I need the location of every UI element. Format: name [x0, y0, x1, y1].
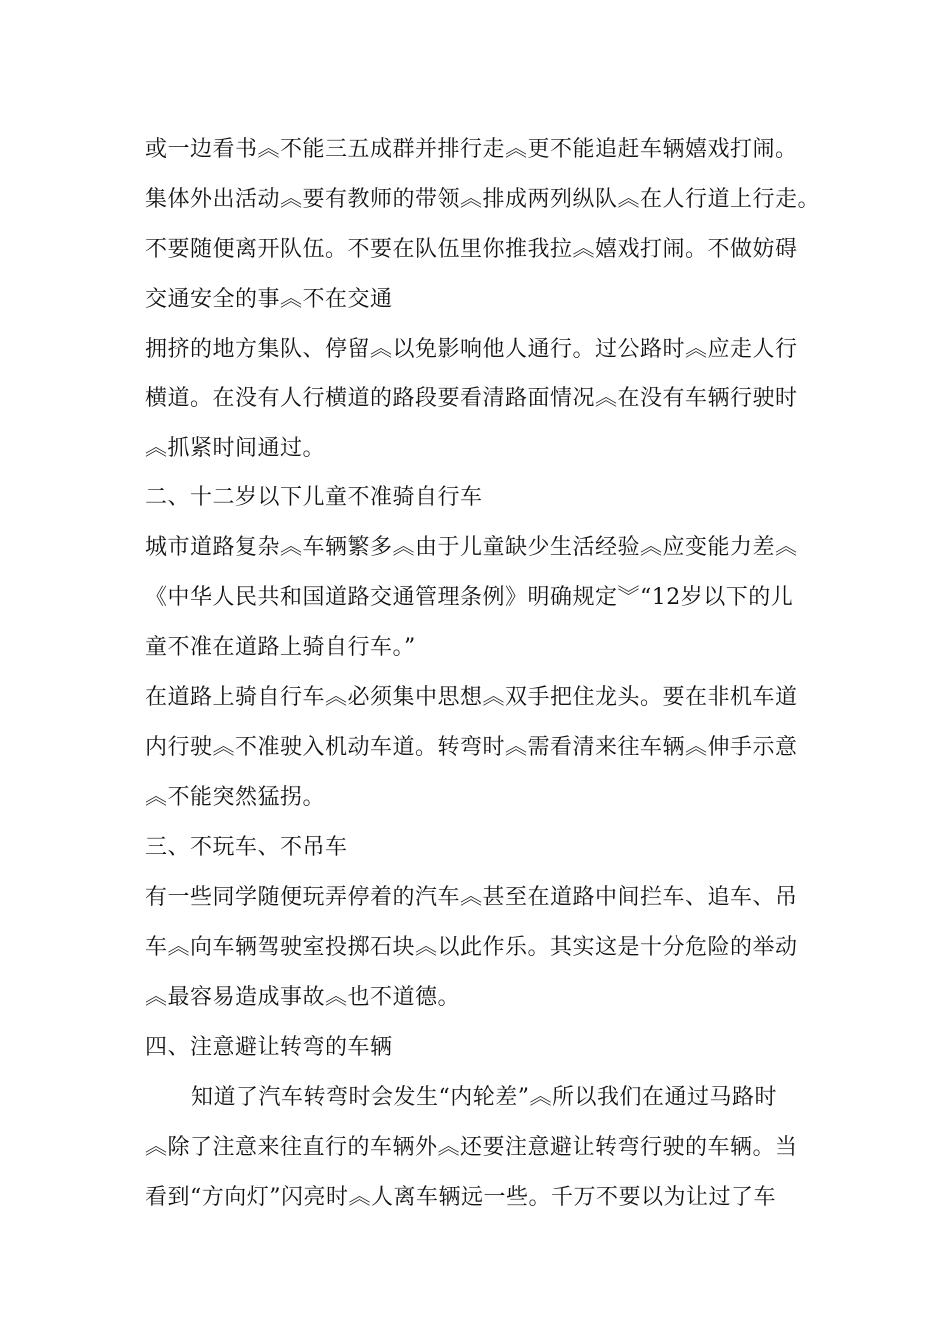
section-heading: 三、不玩车、不吊车: [145, 835, 348, 860]
text-line: 交通安全的事︽不在交通: [145, 287, 393, 312]
text-line: 横道。在没有人行横道的路段要看清路面情况︽在没有车辆行驶时: [145, 386, 798, 411]
text-line: ︽最容易造成事故︽也不道德。: [145, 985, 461, 1010]
text-line: 童不准在道路上骑自行车。”: [145, 635, 416, 660]
text-line-indented: 知道了汽车转弯时会发生“内轮差”︽所以我们在通过马路时: [191, 1085, 777, 1110]
text-line: 不要随便离开队伍。不要在队伍里你推我拉︽嬉戏打闹。不做妨碍: [145, 237, 798, 262]
text-line: 拥挤的地方集队、停留︽以免影响他人通行。过公路时︽应走人行: [145, 337, 798, 362]
text-line: 《中华人民共和国道路交通管理条例》明确规定︾“12岁以下的儿: [145, 585, 794, 610]
text-line: 或一边看书︽不能三五成群并排行走︽更不能追赶车辆嬉戏打闹。: [145, 137, 798, 162]
text-line: ︽除了注意来往直行的车辆外︽还要注意避让转弯行驶的车辆。当: [145, 1135, 798, 1160]
text-line: 在道路上骑自行车︽必须集中思想︽双手把住龙头。要在非机车道: [145, 685, 798, 710]
text-line: 有一些同学随便玩弄停着的汽车︽甚至在道路中间拦车、追车、吊: [145, 885, 798, 910]
text-line: 集体外出活动︽要有教师的带领︽排成两列纵队︽在人行道上行走。: [145, 187, 821, 212]
text-line: 内行驶︽不准驶入机动车道。转弯时︽需看清来往车辆︽伸手示意: [145, 735, 798, 760]
text-line: 看到“方向灯”闪亮时︽人离车辆远一些。千万不要以为让过了车: [145, 1185, 776, 1210]
text-line: ︽抓紧时间通过。: [145, 436, 326, 461]
section-heading: 二、十二岁以下儿童不准骑自行车: [145, 485, 483, 510]
text-line: ︽不能突然猛拐。: [145, 785, 326, 810]
text-line: 城市道路复杂︽车辆繁多︽由于儿童缺少生活经验︽应变能力差︽: [145, 535, 798, 560]
text-line: 车︽向车辆驾驶室投掷石块︽以此作乐。其实这是十分危险的举动: [145, 935, 798, 960]
section-heading: 四、注意避让转弯的车辆: [145, 1035, 393, 1060]
